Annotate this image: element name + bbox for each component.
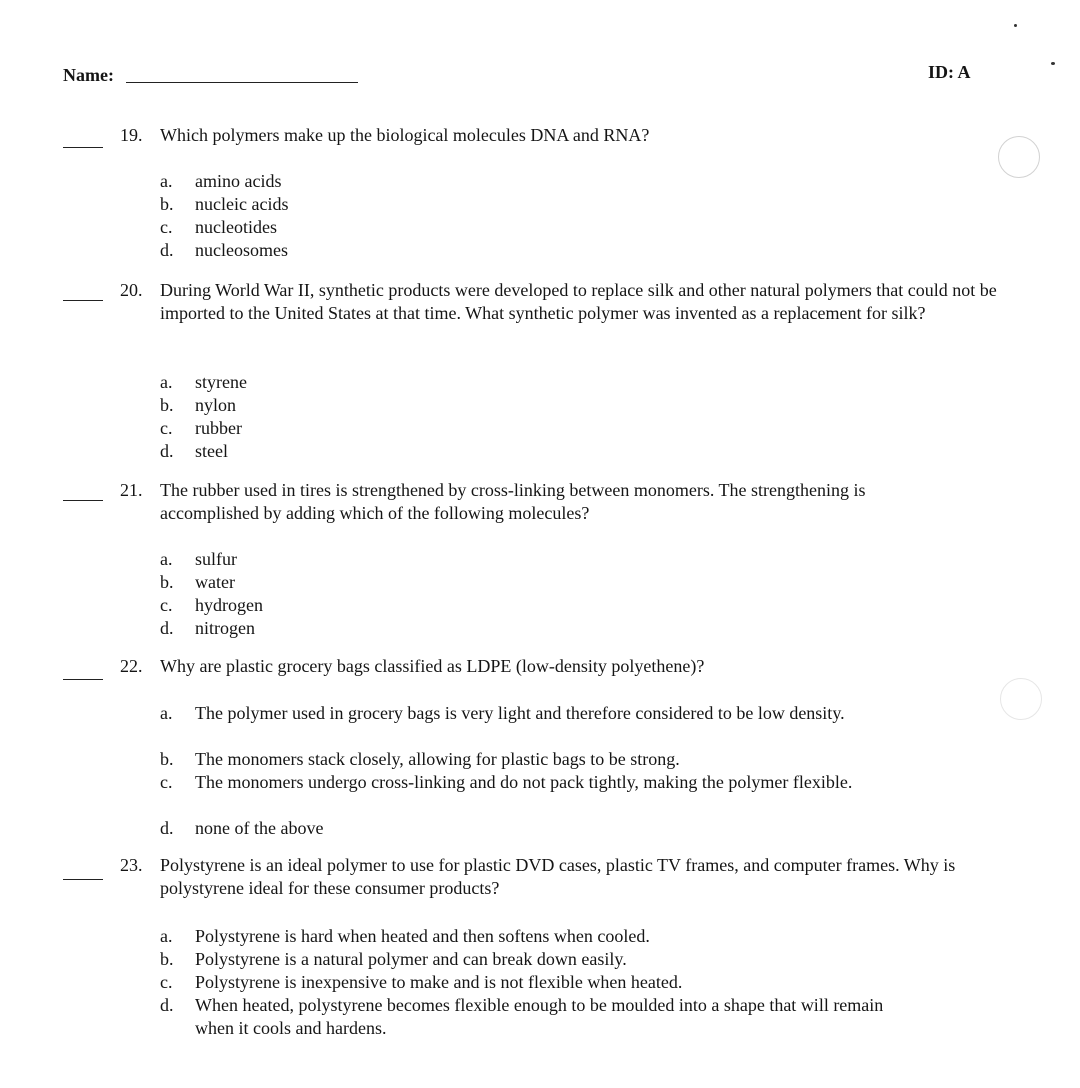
question-number: 23. <box>120 855 143 875</box>
choice-text: When heated, polystyrene becomes flexible enough to be moulded into a shape that will remain when it cools and hardens. <box>195 995 884 1038</box>
choice-letter: b. <box>160 194 174 214</box>
choice-text: sulfur <box>195 549 237 569</box>
answer-blank[interactable] <box>63 147 103 148</box>
name-label: Name: <box>63 65 114 85</box>
answer-blank[interactable] <box>63 879 103 880</box>
choice-letter: a. <box>160 703 173 723</box>
punch-hole-mark <box>1000 678 1042 720</box>
answer-blank[interactable] <box>63 500 103 501</box>
choice-letter: d. <box>160 441 174 461</box>
id-value: A <box>957 62 971 82</box>
choice-text: water <box>195 572 235 592</box>
choice-text: Polystyrene is hard when heated and then softens when cooled. <box>195 926 650 946</box>
choice-letter: c. <box>160 595 173 615</box>
choice-text: styrene <box>195 372 247 392</box>
choice-text: nucleosomes <box>195 240 288 260</box>
choice-text: Polystyrene is inexpensive to make and is not flexible when heated. <box>195 972 683 992</box>
answer-blank[interactable] <box>63 679 103 680</box>
choice-text: rubber <box>195 418 242 438</box>
id-label: ID: <box>928 62 954 82</box>
choice-text: amino acids <box>195 171 282 191</box>
choice-text: Polystyrene is a natural polymer and can break down easily. <box>195 949 627 969</box>
choice-letter: c. <box>160 772 173 792</box>
choice-text: none of the above <box>195 818 324 838</box>
choice-text: nucleic acids <box>195 194 289 214</box>
choice-text: nylon <box>195 395 237 415</box>
choice-letter: a. <box>160 372 173 392</box>
choice-letter: d. <box>160 995 174 1015</box>
choice-letter: b. <box>160 395 174 415</box>
choice-letter: b. <box>160 572 174 592</box>
question-stem: The rubber used in tires is strengthened by cross-linking between monomers. The strengthening is accomplished by adding which of the following molecules? <box>160 480 866 523</box>
scan-speck <box>1014 24 1017 27</box>
choice-letter: c. <box>160 217 173 237</box>
name-blank-line[interactable] <box>126 82 358 83</box>
question-number: 21. <box>120 480 143 500</box>
question-number: 22. <box>120 656 143 676</box>
scan-speck <box>1051 62 1055 65</box>
choice-text: nucleotides <box>195 217 277 237</box>
choice-letter: a. <box>160 549 173 569</box>
choice-letter: d. <box>160 818 174 838</box>
choice-letter: b. <box>160 749 174 769</box>
question-stem: During World War II, synthetic products were developed to replace silk and other natural polymers that could not be imported to the United States at that time. What synthetic polymer was invented as a replacement for silk? <box>160 280 997 323</box>
choice-text: hydrogen <box>195 595 263 615</box>
choice-text: The monomers stack closely, allowing for plastic bags to be strong. <box>195 749 680 769</box>
question-stem: Polystyrene is an ideal polymer to use for plastic DVD cases, plastic TV frames, and computer frames. Why is polystyrene ideal for these consumer products? <box>160 855 956 898</box>
question-number: 19. <box>120 125 143 145</box>
choice-letter: d. <box>160 618 174 638</box>
answer-blank[interactable] <box>63 300 103 301</box>
id-field <box>928 61 971 83</box>
choice-text: The monomers undergo cross-linking and do not pack tightly, making the polymer flexible. <box>195 772 853 792</box>
question-number: 20. <box>120 280 143 300</box>
choice-text: The polymer used in grocery bags is very light and therefore considered to be low density. <box>195 703 845 723</box>
choice-text: steel <box>195 441 228 461</box>
choice-letter: b. <box>160 949 174 969</box>
question-stem: Why are plastic grocery bags classified as LDPE (low-density polyethene)? <box>160 656 705 676</box>
choice-letter: a. <box>160 171 173 191</box>
choice-text: nitrogen <box>195 618 255 638</box>
choice-letter: c. <box>160 418 173 438</box>
choice-letter: d. <box>160 240 174 260</box>
question-stem: Which polymers make up the biological molecules DNA and RNA? <box>160 125 650 145</box>
choice-letter: a. <box>160 926 173 946</box>
choice-letter: c. <box>160 972 173 992</box>
